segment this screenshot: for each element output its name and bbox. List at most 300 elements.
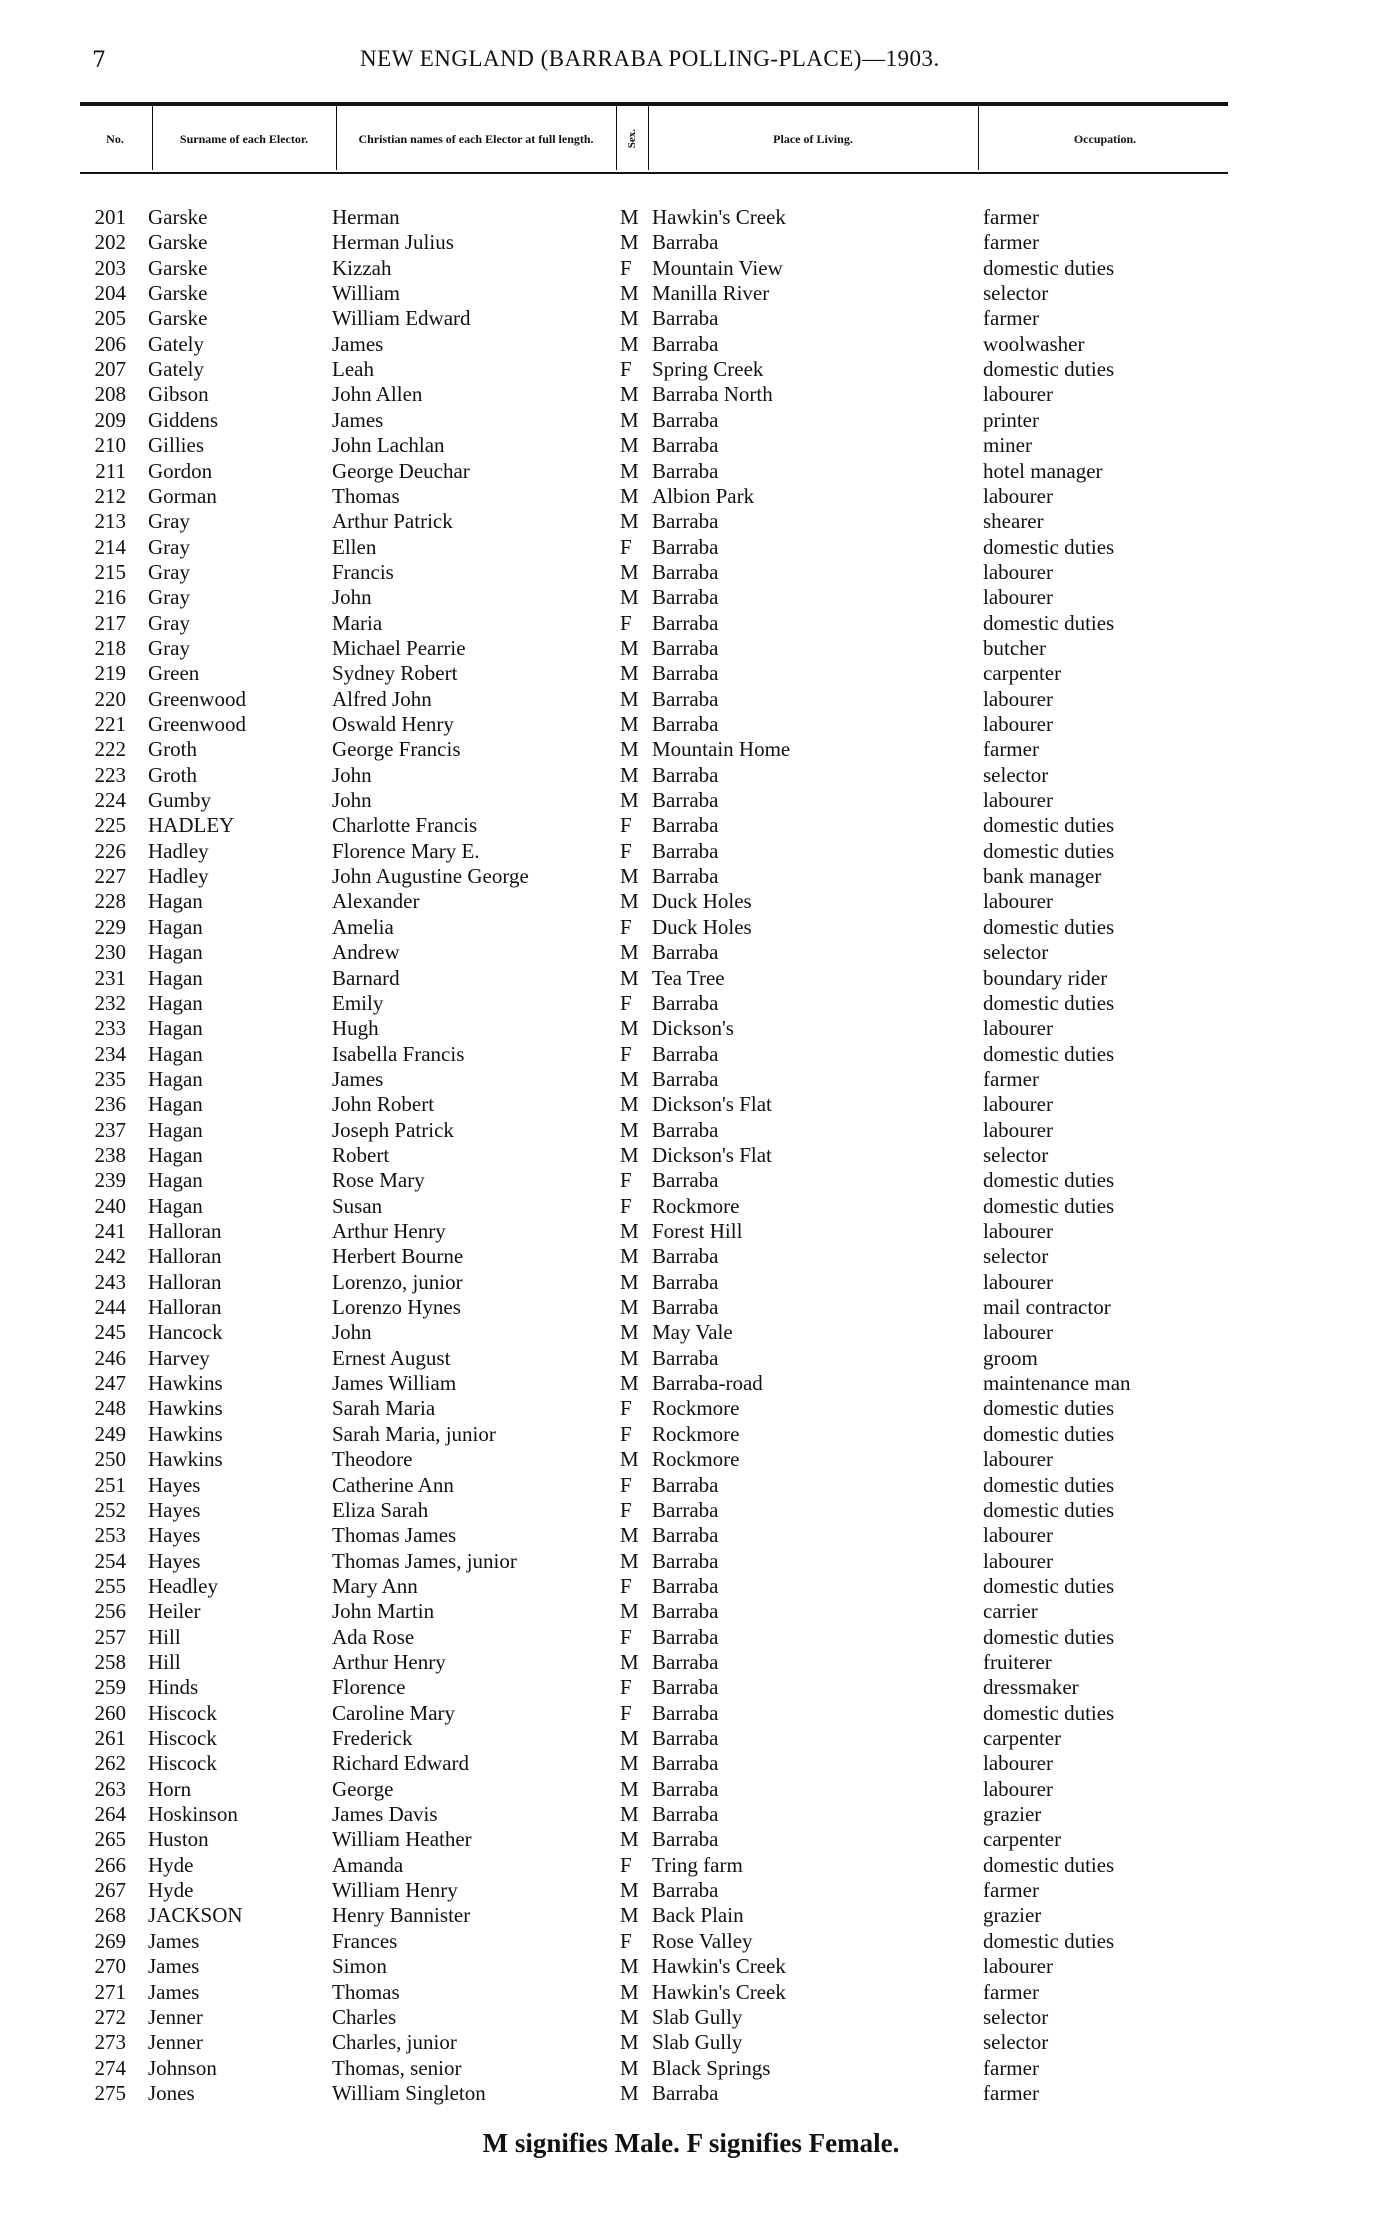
elector-surname: Hancock	[148, 1320, 223, 1345]
elector-place: May Vale	[652, 1320, 733, 1345]
elector-christian-names: Frederick	[332, 1726, 413, 1750]
table-row	[0, 205, 1382, 230]
elector-number: 263	[94, 1776, 126, 1801]
elector-sex: F	[620, 1421, 632, 1446]
elector-number: 223	[94, 762, 126, 787]
table-row	[0, 1777, 1382, 1802]
elector-christian-names: John Lachlan	[332, 433, 445, 458]
elector-place: Barraba	[652, 864, 719, 889]
elector-occupation: labourer	[983, 1751, 1053, 1776]
table-row	[0, 1625, 1382, 1650]
elector-christian-names: Herman	[332, 205, 400, 229]
elector-number: 271	[94, 1979, 126, 2004]
elector-occupation: carpenter	[983, 1726, 1062, 1750]
elector-occupation: domestic duties	[983, 838, 1115, 863]
elector-number: 237	[94, 1117, 126, 1142]
elector-number: 249	[94, 1421, 126, 1446]
elector-sex: M	[620, 1295, 639, 1320]
elector-number: 220	[94, 686, 126, 711]
elector-sex: M	[620, 1548, 639, 1573]
elector-sex: M	[620, 1447, 639, 1472]
elector-surname: Garske	[148, 205, 208, 229]
elector-surname: Headley	[148, 1573, 218, 1598]
elector-christian-names: James	[332, 1066, 384, 1091]
elector-christian-names: Hugh	[332, 1016, 379, 1041]
elector-surname: Greenwood	[148, 686, 246, 711]
column-header-sex: Sex.	[626, 129, 638, 149]
elector-surname: Hagan	[148, 1016, 203, 1041]
elector-surname: Hagan	[148, 965, 203, 990]
elector-place: Barraba	[652, 1117, 719, 1142]
header-rule-bottom	[80, 172, 1228, 174]
elector-surname: Gately	[148, 331, 204, 356]
elector-place: Hawkin's Creek	[652, 205, 786, 229]
elector-number: 253	[94, 1523, 126, 1548]
elector-place: Rockmore	[652, 1447, 740, 1472]
elector-number: 226	[94, 838, 126, 863]
elector-surname: Hiscock	[148, 1726, 217, 1750]
elector-place: Barraba	[652, 1066, 719, 1091]
elector-sex: M	[620, 661, 639, 686]
elector-occupation: labourer	[983, 1776, 1053, 1801]
column-header-place: Place of Living.	[773, 132, 853, 146]
elector-number: 269	[94, 1928, 126, 1953]
elector-christian-names: Sarah Maria	[332, 1396, 436, 1421]
elector-number: 229	[94, 914, 126, 939]
elector-christian-names: Andrew	[332, 940, 400, 965]
elector-christian-names: Thomas James	[332, 1523, 457, 1548]
elector-occupation: labourer	[983, 559, 1053, 584]
elector-occupation: domestic duties	[983, 1168, 1115, 1193]
elector-place: Back Plain	[652, 1903, 744, 1928]
table-row	[0, 1067, 1382, 1092]
elector-surname: Gumby	[148, 788, 211, 813]
elector-surname: Hagan	[148, 1092, 203, 1117]
elector-occupation: woolwasher	[983, 331, 1085, 356]
table-row	[0, 585, 1382, 610]
table-row	[0, 966, 1382, 991]
elector-occupation: labourer	[983, 1523, 1053, 1548]
elector-surname: Hawkins	[148, 1447, 223, 1472]
elector-place: Barraba	[652, 559, 719, 584]
elector-sex: F	[620, 914, 632, 939]
elector-number: 246	[94, 1345, 126, 1370]
elector-surname: Hagan	[148, 1066, 203, 1091]
table-row	[0, 1168, 1382, 1193]
elector-occupation: farmer	[983, 2080, 1039, 2105]
elector-sex: M	[620, 864, 639, 889]
column-header-no: No.	[106, 132, 124, 146]
elector-occupation: domestic duties	[983, 534, 1115, 559]
elector-sex: F	[620, 1193, 632, 1218]
table-row	[0, 1447, 1382, 1472]
elector-place: Barraba	[652, 1244, 719, 1269]
elector-christian-names: Joseph Patrick	[332, 1117, 454, 1142]
elector-christian-names: Barnard	[332, 965, 400, 990]
elector-christian-names: Michael Pearrie	[332, 635, 466, 660]
column-header-occupation: Occupation.	[1073, 132, 1137, 146]
elector-sex: M	[620, 1726, 639, 1750]
elector-place: Dickson's Flat	[652, 1092, 772, 1117]
elector-surname: Hiscock	[148, 1700, 217, 1725]
elector-surname: Johnson	[148, 2055, 217, 2080]
elector-occupation: farmer	[983, 1066, 1039, 1091]
elector-number: 216	[94, 585, 126, 610]
table-row	[0, 281, 1382, 306]
table-row	[0, 1371, 1382, 1396]
elector-surname: HADLEY	[148, 813, 235, 838]
elector-sex: M	[620, 559, 639, 584]
elector-place: Barraba	[652, 1776, 719, 1801]
column-header-surname: Surname of each Elector.	[179, 132, 309, 146]
elector-christian-names: Kizzah	[332, 255, 392, 280]
elector-number: 214	[94, 534, 126, 559]
elector-place: Barraba	[652, 1523, 719, 1548]
elector-christian-names: Francis	[332, 559, 394, 584]
elector-sex: M	[620, 1649, 639, 1674]
table-row	[0, 1675, 1382, 1700]
table-row	[0, 712, 1382, 737]
elector-christian-names: Herbert Bourne	[332, 1244, 464, 1269]
elector-number: 240	[94, 1193, 126, 1218]
elector-christian-names: Lorenzo Hynes	[332, 1295, 461, 1320]
elector-place: Duck Holes	[652, 914, 752, 939]
elector-occupation: labourer	[983, 889, 1053, 914]
elector-place: Hawkin's Creek	[652, 1979, 786, 2004]
elector-number: 222	[94, 737, 126, 762]
elector-surname: JACKSON	[148, 1903, 243, 1928]
elector-christian-names: Charles, junior	[332, 2030, 457, 2055]
elector-sex: M	[620, 2030, 639, 2055]
table-row	[0, 357, 1382, 382]
elector-place: Slab Gully	[652, 2030, 743, 2055]
elector-place: Barraba	[652, 1878, 719, 1903]
elector-christian-names: William Edward	[332, 306, 471, 331]
elector-christian-names: John	[332, 788, 372, 813]
elector-occupation: selector	[983, 281, 1049, 306]
table-row	[0, 864, 1382, 889]
elector-occupation: farmer	[983, 306, 1039, 331]
elector-place: Barraba	[652, 509, 719, 534]
elector-sex: M	[620, 2055, 639, 2080]
elector-number: 221	[94, 712, 126, 736]
elector-place: Barraba	[652, 661, 719, 686]
table-row	[0, 636, 1382, 661]
elector-sex: M	[620, 230, 639, 255]
elector-occupation: grazier	[983, 1903, 1042, 1928]
elector-occupation: labourer	[983, 1548, 1053, 1573]
elector-occupation: farmer	[983, 737, 1039, 762]
elector-christian-names: Arthur Henry	[332, 1649, 446, 1674]
table-row	[0, 230, 1382, 255]
elector-occupation: labourer	[983, 712, 1053, 736]
elector-number: 274	[94, 2055, 126, 2080]
elector-surname: Hawkins	[148, 1371, 223, 1396]
table-row	[0, 306, 1382, 331]
elector-surname: Jenner	[148, 2004, 203, 2029]
table-row	[0, 1574, 1382, 1599]
elector-christian-names: Arthur Henry	[332, 1219, 446, 1243]
elector-sex: F	[620, 1497, 632, 1522]
table-row	[0, 1498, 1382, 1523]
table-row	[0, 509, 1382, 534]
elector-sex: M	[620, 1599, 639, 1624]
elector-place: Tea Tree	[652, 965, 725, 990]
elector-occupation: farmer	[983, 1979, 1039, 2004]
elector-sex: M	[620, 1979, 639, 2004]
elector-number: 210	[94, 433, 126, 458]
elector-number: 267	[94, 1878, 126, 1903]
elector-surname: Huston	[148, 1827, 209, 1852]
table-row	[0, 1802, 1382, 1827]
elector-number: 245	[94, 1320, 126, 1345]
column-divider	[152, 106, 153, 170]
table-row	[0, 332, 1382, 357]
column-divider	[616, 106, 617, 170]
elector-christian-names: Theodore	[332, 1447, 413, 1472]
elector-sex: F	[620, 1624, 632, 1649]
elector-sex: M	[620, 686, 639, 711]
elector-place: Dickson's Flat	[652, 1142, 772, 1167]
elector-occupation: domestic duties	[983, 255, 1115, 280]
elector-place: Barraba	[652, 585, 719, 610]
elector-surname: Gray	[148, 585, 190, 610]
elector-occupation: labourer	[983, 788, 1053, 813]
elector-sex: M	[620, 940, 639, 965]
elector-occupation: labourer	[983, 1447, 1053, 1472]
elector-christian-names: John	[332, 762, 372, 787]
elector-surname: Gray	[148, 610, 190, 635]
table-row	[0, 2005, 1382, 2030]
elector-occupation: labourer	[983, 483, 1053, 508]
elector-christian-names: Herman Julius	[332, 230, 454, 255]
elector-surname: Hadley	[148, 838, 209, 863]
table-row	[0, 1599, 1382, 1624]
elector-surname: Hyde	[148, 1878, 194, 1903]
elector-sex: M	[620, 762, 639, 787]
elector-occupation: domestic duties	[983, 1193, 1115, 1218]
elector-place: Barraba	[652, 1624, 719, 1649]
elector-place: Barraba	[652, 990, 719, 1015]
elector-number: 275	[94, 2080, 126, 2105]
elector-surname: Hagan	[148, 889, 203, 914]
elector-sex: M	[620, 1092, 639, 1117]
elector-number: 212	[94, 483, 126, 508]
elector-occupation: labourer	[983, 1269, 1053, 1294]
elector-occupation: domestic duties	[983, 1700, 1115, 1725]
elector-surname: Halloran	[148, 1295, 222, 1320]
elector-christian-names: Florence Mary E.	[332, 838, 480, 863]
elector-sex: M	[620, 1219, 639, 1243]
elector-christian-names: James Davis	[332, 1802, 438, 1827]
elector-surname: Halloran	[148, 1219, 222, 1243]
elector-number: 255	[94, 1573, 126, 1598]
table-row	[0, 1853, 1382, 1878]
elector-occupation: labourer	[983, 1219, 1053, 1243]
elector-christian-names: George	[332, 1776, 394, 1801]
table-row	[0, 1194, 1382, 1219]
column-divider	[336, 106, 337, 170]
elector-place: Barraba	[652, 712, 719, 736]
elector-christian-names: John Allen	[332, 382, 423, 407]
elector-number: 233	[94, 1016, 126, 1041]
elector-christian-names: Amelia	[332, 914, 394, 939]
elector-christian-names: Alfred John	[332, 686, 432, 711]
elector-surname: Hinds	[148, 1675, 199, 1700]
elector-place: Mountain View	[652, 255, 783, 280]
elector-occupation: domestic duties	[983, 1396, 1115, 1421]
elector-sex: M	[620, 281, 639, 306]
elector-place: Barraba North	[652, 382, 773, 407]
elector-place: Barraba	[652, 1295, 719, 1320]
elector-number: 215	[94, 559, 126, 584]
elector-sex: M	[620, 1345, 639, 1370]
elector-occupation: farmer	[983, 205, 1039, 229]
elector-occupation: maintenance man	[983, 1371, 1131, 1396]
elector-christian-names: John Augustine George	[332, 864, 529, 889]
page-title: NEW ENGLAND (BARRABA POLLING-PLACE)—1903.	[360, 46, 940, 71]
elector-surname: Hoskinson	[148, 1802, 238, 1827]
table-row	[0, 1473, 1382, 1498]
elector-surname: Hawkins	[148, 1421, 223, 1446]
elector-surname: Hagan	[148, 1142, 203, 1167]
elector-surname: Giddens	[148, 407, 218, 432]
elector-surname: Garske	[148, 230, 208, 255]
elector-sex: M	[620, 1142, 639, 1167]
elector-number: 234	[94, 1041, 126, 1066]
elector-sex: M	[620, 965, 639, 990]
elector-occupation: fruiterer	[983, 1649, 1052, 1674]
elector-christian-names: Charlotte Francis	[332, 813, 478, 838]
table-row	[0, 1295, 1382, 1320]
elector-sex: M	[620, 1117, 639, 1142]
elector-christian-names: Lorenzo, junior	[332, 1269, 463, 1294]
table-row	[0, 459, 1382, 484]
elector-occupation: domestic duties	[983, 610, 1115, 635]
table-row	[0, 1903, 1382, 1928]
elector-surname: Hill	[148, 1624, 181, 1649]
elector-number: 264	[94, 1802, 126, 1827]
elector-sex: M	[620, 458, 639, 483]
elector-occupation: grazier	[983, 1802, 1042, 1827]
elector-sex: F	[620, 813, 632, 838]
elector-occupation: carrier	[983, 1599, 1038, 1624]
elector-number: 244	[94, 1295, 126, 1320]
elector-number: 231	[94, 965, 126, 990]
elector-occupation: labourer	[983, 1117, 1053, 1142]
elector-sex: M	[620, 1244, 639, 1269]
elector-christian-names: Frances	[332, 1928, 398, 1953]
table-row	[0, 687, 1382, 712]
column-divider	[648, 106, 649, 170]
elector-number: 224	[94, 788, 126, 813]
elector-sex: M	[620, 1269, 639, 1294]
elector-number: 256	[94, 1599, 126, 1624]
elector-surname: Garske	[148, 281, 208, 306]
table-row	[0, 1523, 1382, 1548]
elector-occupation: groom	[983, 1345, 1038, 1370]
elector-place: Barraba	[652, 686, 719, 711]
elector-sex: F	[620, 1573, 632, 1598]
elector-occupation: selector	[983, 2030, 1049, 2055]
elector-christian-names: James	[332, 331, 384, 356]
elector-christian-names: James	[332, 407, 384, 432]
table-row	[0, 1878, 1382, 1903]
table-row	[0, 1827, 1382, 1852]
elector-surname: Halloran	[148, 1269, 222, 1294]
table-row	[0, 1320, 1382, 1345]
elector-occupation: selector	[983, 1142, 1049, 1167]
elector-number: 219	[94, 661, 126, 686]
elector-place: Barraba	[652, 1802, 719, 1827]
elector-sex: M	[620, 382, 639, 407]
table-row	[0, 611, 1382, 636]
elector-place: Slab Gully	[652, 2004, 743, 2029]
table-row	[0, 535, 1382, 560]
elector-sex: M	[620, 1776, 639, 1801]
elector-place: Barraba	[652, 1269, 719, 1294]
table-row	[0, 813, 1382, 838]
elector-number: 260	[94, 1700, 126, 1725]
elector-occupation: domestic duties	[983, 1852, 1115, 1877]
elector-christian-names: Rose Mary	[332, 1168, 425, 1193]
elector-place: Rockmore	[652, 1396, 740, 1421]
elector-surname: Greenwood	[148, 712, 246, 736]
elector-surname: Gillies	[148, 433, 204, 458]
table-row	[0, 1929, 1382, 1954]
elector-surname: Gray	[148, 635, 190, 660]
elector-sex: F	[620, 1928, 632, 1953]
elector-occupation: domestic duties	[983, 813, 1115, 838]
elector-surname: Groth	[148, 737, 197, 762]
elector-number: 238	[94, 1142, 126, 1167]
elector-place: Barraba	[652, 1573, 719, 1598]
elector-surname: Hayes	[148, 1548, 201, 1573]
table-row	[0, 1270, 1382, 1295]
elector-number: 251	[94, 1472, 126, 1497]
table-row	[0, 889, 1382, 914]
elector-sex: M	[620, 1954, 639, 1979]
elector-place: Barraba	[652, 838, 719, 863]
elector-occupation: domestic duties	[983, 1928, 1115, 1953]
elector-sex: M	[620, 1371, 639, 1396]
elector-christian-names: Arthur Patrick	[332, 509, 453, 534]
elector-place: Rockmore	[652, 1193, 740, 1218]
elector-sex: M	[620, 1066, 639, 1091]
table-row	[0, 560, 1382, 585]
elector-surname: Hayes	[148, 1472, 201, 1497]
table-row	[0, 2056, 1382, 2081]
elector-place: Barraba	[652, 1751, 719, 1776]
table-row	[0, 1980, 1382, 2005]
elector-number: 272	[94, 2004, 126, 2029]
elector-christian-names: Susan	[332, 1193, 383, 1218]
elector-sex: M	[620, 1523, 639, 1548]
elector-christian-names: William Singleton	[332, 2080, 486, 2105]
elector-sex: F	[620, 838, 632, 863]
elector-number: 259	[94, 1675, 126, 1700]
table-row	[0, 1650, 1382, 1675]
table-row	[0, 2081, 1382, 2106]
elector-christian-names: Oswald Henry	[332, 712, 454, 736]
elector-christian-names: Charles	[332, 2004, 397, 2029]
elector-number: 227	[94, 864, 126, 889]
elector-place: Barraba	[652, 1599, 719, 1624]
elector-christian-names: Robert	[332, 1142, 390, 1167]
elector-surname: Hagan	[148, 1193, 203, 1218]
elector-sex: M	[620, 483, 639, 508]
table-row	[0, 991, 1382, 1016]
